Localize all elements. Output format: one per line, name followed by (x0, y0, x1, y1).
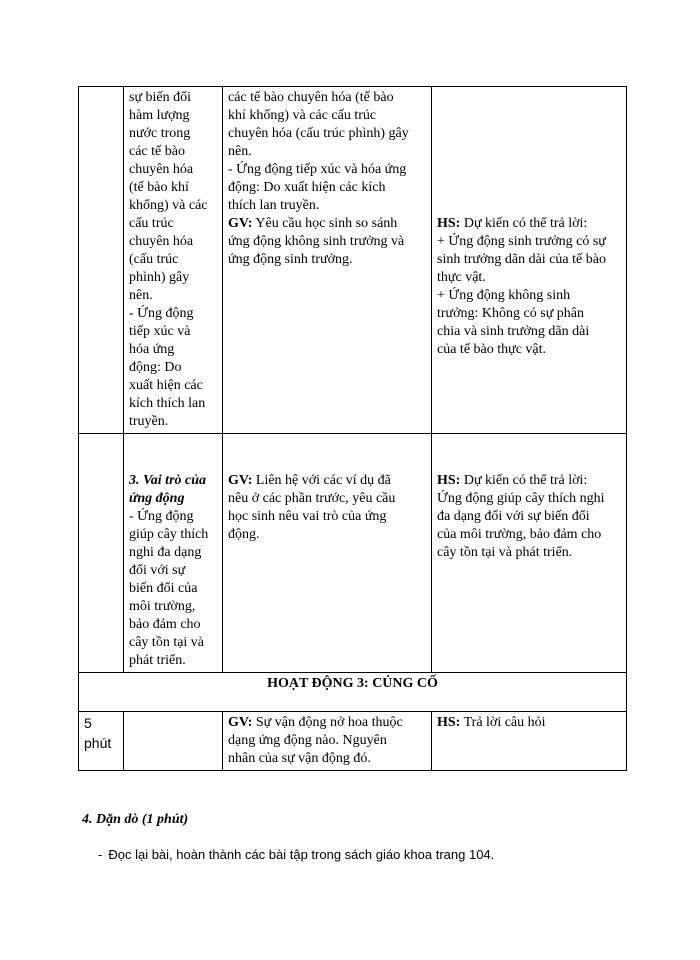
teacher-activity-cell (223, 712, 432, 771)
table-row (79, 87, 627, 434)
time-cell (79, 434, 124, 673)
student-activity-cell (432, 434, 627, 673)
time-text: 5 phút (84, 715, 112, 751)
section-title: 4. Dặn dò (1 phút) (82, 812, 189, 827)
teacher-label: GV: (228, 216, 253, 231)
teacher-prompt: Liên hệ với các ví dụ đã nêu ở các phần trước, yêu cầu học sinh nêu vai trò của ứng động. (228, 473, 396, 542)
teacher-prompt: Sự vận động nở hoa thuộc dạng ứng động nào. Nguyên nhân của sự vận động đó. (228, 715, 403, 766)
student-answer: Trả lời câu hỏi (460, 715, 546, 730)
activity-heading: HOẠT ĐỘNG 3: CỦNG CỐ (79, 673, 627, 712)
table-row (79, 434, 627, 673)
teacher-label: GV: (228, 715, 253, 730)
student-label: HS: (437, 473, 461, 488)
student-answer: Dự kiến có thể trả lời: Ứng động giúp cây thích nghi đa dạng đối với sự biến đổi của môi trường, bảo đảm cho cây tồn tại và phát triển. (437, 473, 605, 560)
content-cell (124, 434, 223, 673)
student-label: HS: (437, 715, 461, 730)
teacher-activity-cell (223, 87, 432, 434)
student-activity-cell (432, 87, 627, 434)
task-item (98, 847, 494, 862)
content-cell (124, 87, 223, 434)
student-answer: Dự kiến có thể trả lời: + Ứng động sinh trưởng có sự sinh trưởng dãn dài của tế bào thực vật. + Ứng động không sinh trưởng: Không có sự phân chia và sinh trưởng dãn dài của tế bào thực vật. (437, 216, 606, 357)
table-row (79, 673, 627, 712)
teacher-activity-text: các tế bào chuyên hóa (tế bào khí khổng) và các cấu trúc chuyên hóa (cấu trúc phình) gây nên. - Ứng động tiếp xúc và hóa ứng động: Do xuất hiện các kích thích lan truyền. (228, 90, 409, 213)
task-text: Đọc lại bài, hoàn thành các bài tập trong sách giáo khoa trang 104. (108, 847, 495, 862)
teacher-label: GV: (228, 473, 253, 488)
list-dash: - (98, 847, 103, 862)
time-cell (79, 87, 124, 434)
section-heading: 3. Vai trò của ứng động (129, 473, 207, 506)
lesson-plan-table (78, 86, 627, 771)
teacher-prompt: Yêu cầu học sinh so sánh ứng động không sinh trưởng và ứng động sinh trưởng. (228, 216, 405, 267)
teacher-activity-cell (223, 434, 432, 673)
content-text: - Ứng động giúp cây thích nghi đa dạng đối với sự biến đổi của môi trường, bảo đảm cho cây tồn tại và phát triển. (129, 509, 209, 668)
student-label: HS: (437, 216, 461, 231)
time-cell (79, 712, 124, 771)
content-cell (124, 712, 223, 771)
content-text: sự biến đổi hàm lượng nước trong các tế bào chuyên hóa (tế bào khí khổng) và các cấu trúc chuyên hóa (cấu trúc phình) gây nên. - Ứng động tiếp xúc và hóa ứng động: Do xuất hiện các kích thích lan truyền. (129, 90, 208, 429)
table-row (79, 712, 627, 771)
student-activity-cell (432, 712, 627, 771)
